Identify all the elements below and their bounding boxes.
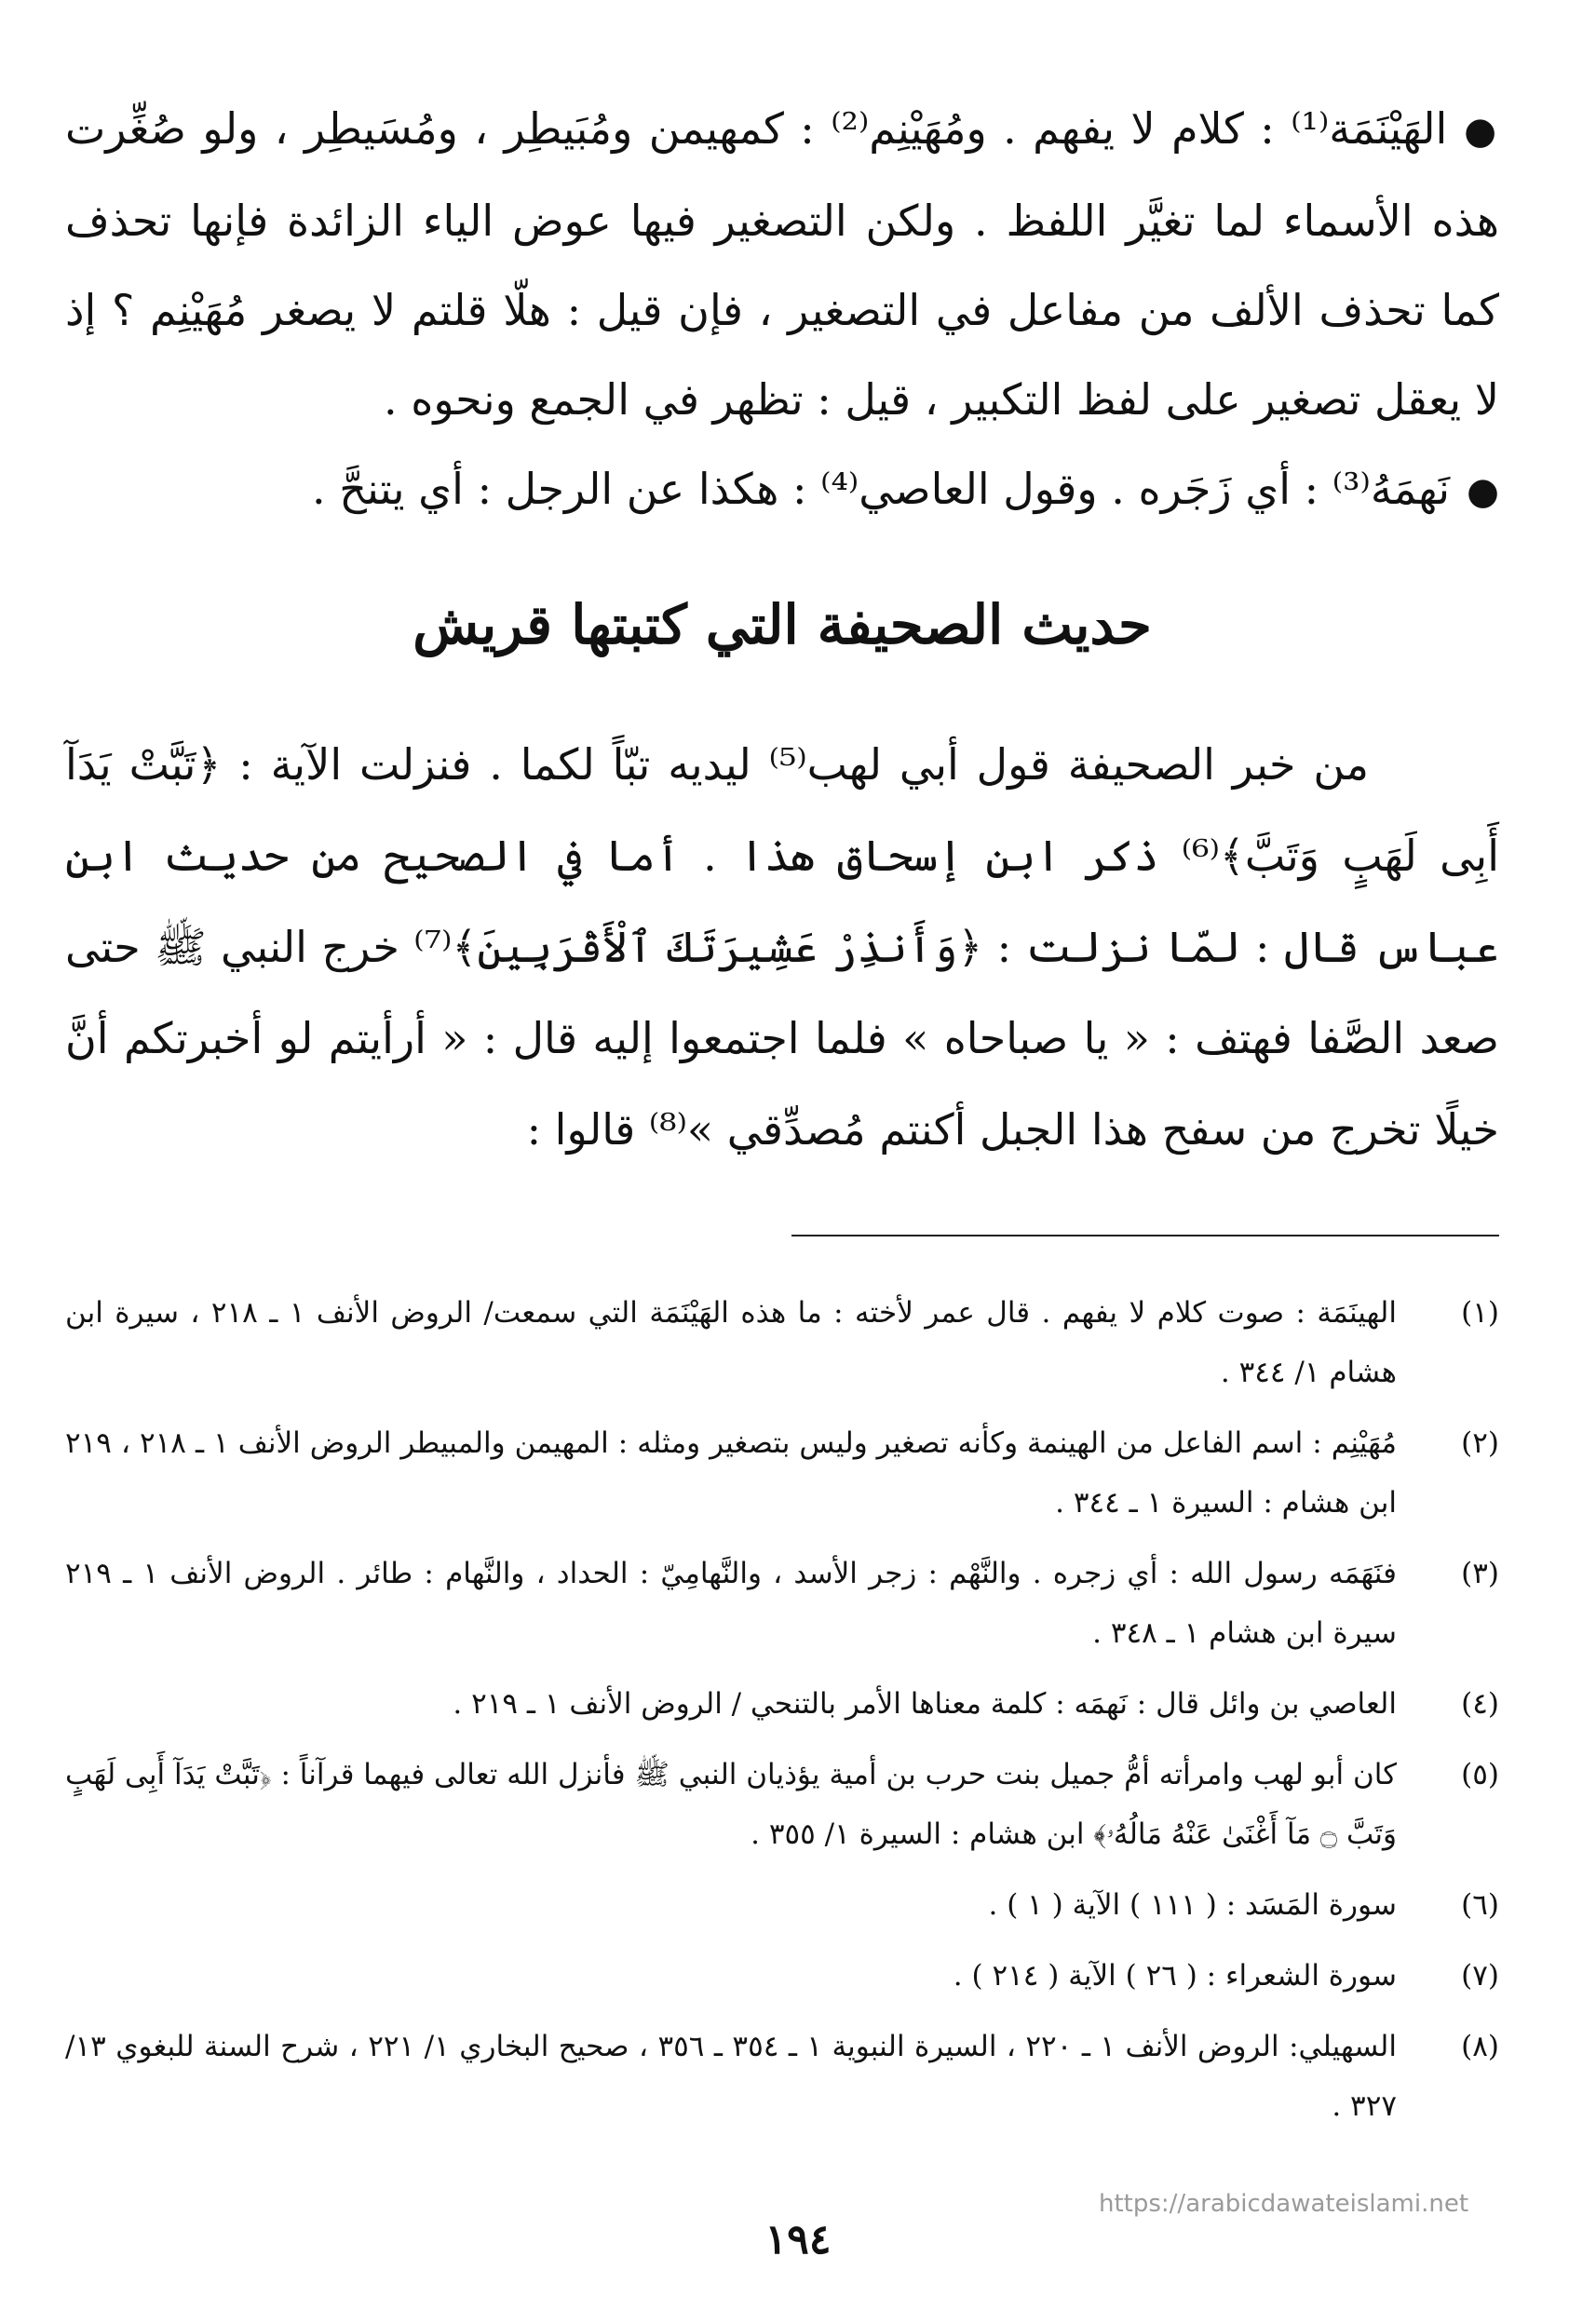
footnote — [65, 1413, 1499, 1533]
footnote — [65, 1946, 1499, 2006]
footnotes-list — [65, 1283, 1499, 2136]
footnote — [65, 1544, 1499, 1663]
footnote-text: كان أبو لهب وامرأته أمُّ جميل بنت حرب بن أمية يؤذيان النبي ﷺ فأنزل الله تعالى فيهما قرآناً : ﴿تَبَّتْ يَدَآ أَبِى لَهَبٍ وَتَبَّ ۝ مَآ أَغْنَىٰ عَنْهُ مَالُهُۥ﴾ ابن هشام : السيرة ١/ ٣٥٥ . — [65, 1758, 1397, 1851]
footnote — [65, 1875, 1499, 1935]
page-number: ١٩٤ — [764, 2216, 832, 2263]
footnote-text: سورة الشعراء : ( ٢٦ ) الآية ( ٢١٤ ) . — [953, 1959, 1397, 1993]
footnote — [65, 1745, 1499, 1864]
footnote-text: مُهَيْنِم : اسم الفاعل من الهينمة وكأنه تصغير وليس بتصغير ومثله : المهيمن والمبيطر الروض الأنف ١ ـ ٢١٨ ، ٢١٩ ابن هشام : السيرة ١ ـ ٣٤٤ . — [65, 1426, 1398, 1520]
section-text: من خبر الصحيفة قول أبي لهب⁽⁵⁾ ليديه تبّاً لكما . فنزلت الآية : ﴿تَبَّتْ يَدَآ أَبِى لَهَبٍ وَتَبَّ﴾⁽⁶⁾ ذكر ابن إسحاق هذا . أما في الصحيح من حديث ابن عباس قال : لمّا نزلت : ﴿وَأَنذِرْ عَشِيرَتَكَ ٱلْأَقْرَبِينَ﴾⁽⁷⁾ خرج النبي ﷺ حتى صعد الصَّفا فهتف : « يا صباحاه » فلما اجتمعوا إليه قال : « أرأيتم لو أخبرتكم أنَّ خيلًا تخرج من سفح هذا الجبل أكنتم مُصدِّقي »⁽⁸⁾ قالوا : — [65, 739, 1499, 1155]
footnote-text: الهينَمَة : صوت كلام لا يفهم . قال عمر لأخته : ما هذه الهَيْنَمَة التي سمعت/ الروض الأنف ١ ـ ٢١٨ ، سيرة ابن هشام ١/ ٣٤٤ . — [65, 1296, 1397, 1389]
footnote-text: السهيلي: الروض الأنف ١ ـ ٢٢٠ ، السيرة النبوية ١ ـ ٣٥٤ ـ ٣٥٦ ، صحيح البخاري ١/ ٢٢١ ، شرح السنة للبغوي ١٣/ ٣٢٧ . — [65, 2030, 1397, 2123]
footnote-number: (٥) — [1461, 1758, 1499, 1791]
footnote-number: (٤) — [1461, 1687, 1499, 1721]
footnote-number: (١) — [1461, 1296, 1499, 1330]
footnote-number: (٧) — [1461, 1959, 1499, 1993]
footnote-text: سورة المَسَد : ( ١١١ ) الآية ( ١ ) . — [988, 1888, 1397, 1922]
section-heading: حديث الصحيفة التي كتبتها قريش — [413, 593, 1152, 656]
footnote-number: (٨) — [1461, 2030, 1499, 2063]
footnote-text: فنَهَمَه رسول الله : أي زجره . والنَّهْم : زجر الأسد ، والنَّهامِيّ : الحداد ، والنَّهام : طائر . الروض الأنف ١ ـ ٢١٩ سيرة ابن هشام ١ ـ ٣٤٨ . — [65, 1557, 1397, 1650]
footnote-number: (٦) — [1461, 1888, 1499, 1922]
watermark-url: https://arabicdawateislami.net — [1099, 2190, 1469, 2218]
footnote — [65, 2017, 1499, 2136]
footnote — [65, 1674, 1499, 1734]
footnote — [65, 1283, 1499, 1402]
footnote-divider — [791, 1235, 1499, 1236]
paragraph-nahmahu: ● نَهمَهُ⁽³⁾ : أي زَجَره . وقول العاصي⁽⁴⁾ : هكذا عن الرجل : أي يتنحَّ . — [65, 444, 1499, 536]
paragraph-haynama: ● الهَيْنَمَة⁽¹⁾ : كلام لا يفهم . ومُهَيْنِم⁽²⁾ : كمهيمن ومُبَيطِر ، ومُسَيطِر ، ولو صُغِّرت هذه الأسماء لما تغيَّر اللفظ . ولكن التصغير فيها عوض الياء الزائدة فإنها تحذف كما تحذف الألف من مفاعل في التصغير ، فإن قيل : هلّا قلتم لا يصغر مُهَيْنِم ؟ إذ لا يعقل تصغير على لفظ التكبير ، قيل : تظهر في الجمع ونحوه . — [65, 84, 1499, 444]
footnote-text: العاصي بن وائل قال : نَهمَه : كلمة معناها الأمر بالتنحي / الروض الأنف ١ ـ ٢١٩ . — [453, 1687, 1397, 1721]
page-content — [65, 84, 1499, 2147]
footnote-number: (٣) — [1461, 1557, 1499, 1590]
footnote-number: (٢) — [1461, 1426, 1499, 1460]
